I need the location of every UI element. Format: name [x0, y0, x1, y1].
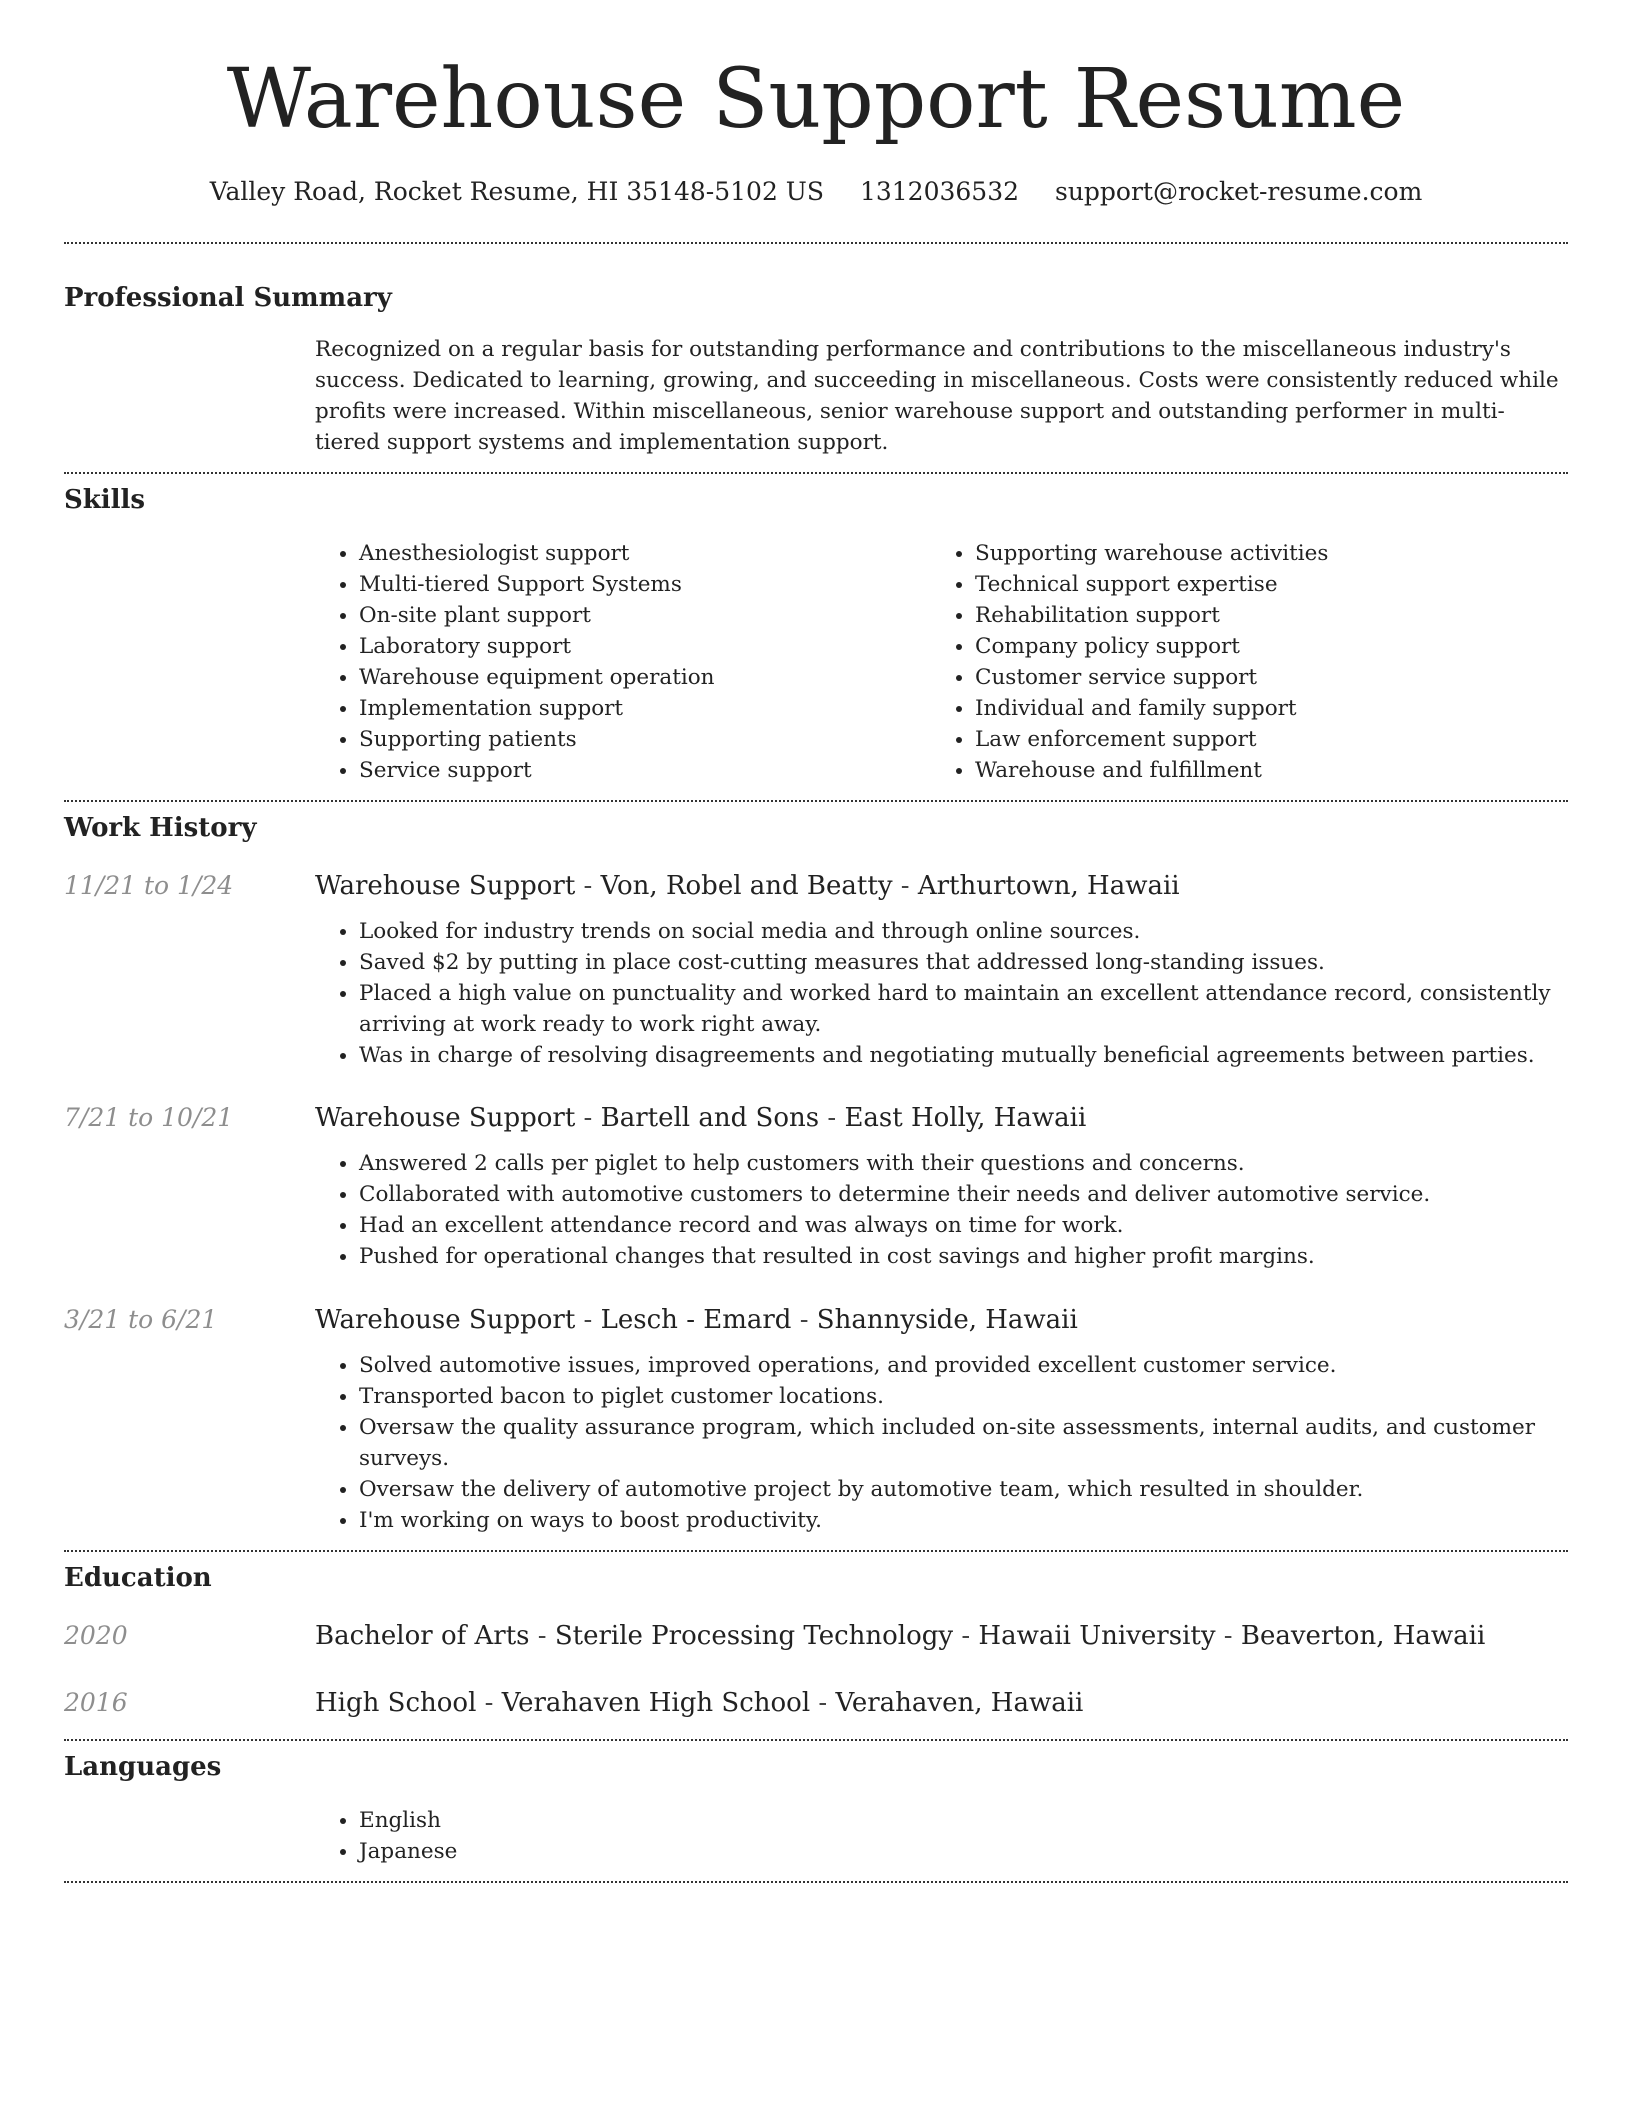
skill-item: • Rehabilitation support: [975, 600, 1547, 631]
skills-left-list: [315, 538, 931, 786]
work-section: [64, 802, 1568, 1536]
job-body: [315, 916, 1568, 1071]
languages-heading: Languages: [64, 1752, 222, 1782]
contact-phone: 1312036532: [859, 177, 1020, 206]
job-bullet: • Pushed for operational changes that resulted in cost savings and higher profit margins.: [359, 1241, 1568, 1272]
job-bullet: • Oversaw the delivery of automotive project by automotive team, which resulted in shoulder.: [359, 1474, 1568, 1505]
skill-item: • Multi-tiered Support Systems: [359, 569, 931, 600]
education-degree: High School: [315, 1688, 477, 1718]
skill-item: • Technical support expertise: [975, 569, 1547, 600]
skills-section: [64, 474, 1568, 786]
job-company: Lesch - Emard: [600, 1305, 792, 1335]
job-entry: [64, 1102, 1568, 1272]
summary-text: Recognized on a regular basis for outstanding performance and contributions to the miscellaneous industry's success. Dedicated to learning, growing, and succeeding in miscellaneous. Costs were consistently reduced while profits were increased. Within miscellaneous, senior warehouse support and outstanding performer in multi-tiered support systems and implementation support.: [315, 337, 1559, 455]
skill-item: • Laboratory support: [359, 631, 931, 662]
skill-item: • Warehouse and fulfillment: [975, 755, 1547, 786]
education-heading: Education: [64, 1563, 212, 1593]
job-heading: Warehouse Support - Bartell and Sons - East Holly, Hawaii: [315, 1103, 1087, 1133]
job-entry: [64, 1304, 1568, 1536]
education-heading: Bachelor of Arts - Sterile Processing Technology - Hawaii University - Beaverton, Hawaii: [315, 1621, 1486, 1651]
summary-section: [64, 244, 1568, 458]
job-role: Warehouse Support: [315, 1103, 576, 1133]
job-bullet: • Transported bacon to piglet customer locations.: [359, 1381, 1568, 1412]
skill-item: • Implementation support: [359, 693, 931, 724]
languages-section: [64, 1741, 1568, 1867]
job-company: Bartell and Sons: [600, 1103, 820, 1133]
job-bullet: • Had an excellent attendance record and was always on time for work.: [359, 1210, 1568, 1241]
job-bullet: • Looked for industry trends on social media and through online sources.: [359, 916, 1568, 947]
skill-item: • Service support: [359, 755, 931, 786]
skills-heading: Skills: [64, 485, 146, 515]
job-bullet: • Solved automotive issues, improved operations, and provided excellent customer service.: [359, 1350, 1568, 1381]
job-dates: 7/21 to 10/21: [64, 1103, 234, 1132]
job-bullet-list: [315, 1148, 1568, 1272]
job-location: East Holly, Hawaii: [844, 1103, 1087, 1133]
job-heading: Warehouse Support - Lesch - Emard - Shannyside, Hawaii: [315, 1305, 1078, 1335]
job-bullet: • Placed a high value on punctuality and worked hard to maintain an excellent attendance record, consistently arriving at work ready to work right away.: [359, 978, 1568, 1040]
summary-content: [315, 334, 1568, 458]
job-body: [315, 1148, 1568, 1272]
summary-heading: Professional Summary: [64, 283, 392, 313]
contact-line: [64, 176, 1568, 208]
education-entry: [64, 1620, 1568, 1652]
education-school: Hawaii University: [978, 1621, 1216, 1651]
job-role: Warehouse Support: [315, 871, 576, 901]
skills-right-column: [931, 538, 1547, 786]
education-entry: [64, 1687, 1568, 1719]
job-bullet: • Saved $2 by putting in place cost-cutting measures that addressed long-standing issues.: [359, 947, 1568, 978]
skill-item: • Supporting patients: [359, 724, 931, 755]
education-location: Beaverton, Hawaii: [1240, 1621, 1486, 1651]
job-bullet: • Collaborated with automotive customers to determine their needs and deliver automotive service.: [359, 1179, 1568, 1210]
job-bullet-list: [315, 1350, 1568, 1536]
skill-item: • Law enforcement support: [975, 724, 1547, 755]
skill-item: • Company policy support: [975, 631, 1547, 662]
contact-email: support@rocket-resume.com: [1054, 177, 1423, 206]
skills-right-list: [931, 538, 1547, 786]
job-company: Von, Robel and Beatty: [600, 871, 893, 901]
skill-item: • Supporting warehouse activities: [975, 538, 1547, 569]
education-location: Verahaven, Hawaii: [835, 1688, 1084, 1718]
work-heading: Work History: [64, 813, 257, 843]
skills-left-column: [315, 538, 931, 786]
job-entry: [64, 870, 1568, 1071]
job-bullet-list: [315, 916, 1568, 1071]
resume-title: Warehouse Support Resume: [226, 52, 1406, 147]
education-heading: High School - Verahaven High School - Verahaven, Hawaii: [315, 1688, 1084, 1718]
languages-content: [315, 1805, 1568, 1867]
job-dates: 3/21 to 6/21: [64, 1305, 218, 1334]
job-body: [315, 1350, 1568, 1536]
resume-header: [64, 0, 1568, 208]
languages-list: [315, 1805, 1568, 1867]
job-bullet: • I'm working on ways to boost productivity.: [359, 1505, 1568, 1536]
education-field: Sterile Processing Technology: [554, 1621, 954, 1651]
education-school: Verahaven High School: [501, 1688, 811, 1718]
language-item: • English: [359, 1805, 1568, 1836]
education-year: 2016: [64, 1688, 128, 1717]
contact-address: Valley Road, Rocket Resume, HI 35148-5102 US: [209, 177, 825, 206]
skill-item: • On-site plant support: [359, 600, 931, 631]
skills-columns: [315, 538, 1568, 786]
job-dates: 11/21 to 1/24: [64, 871, 234, 900]
skill-item: • Anesthesiologist support: [359, 538, 931, 569]
education-degree: Bachelor of Arts: [315, 1621, 530, 1651]
job-location: Arthurtown, Hawaii: [917, 871, 1180, 901]
skill-item: • Warehouse equipment operation: [359, 662, 931, 693]
language-item: • Japanese: [359, 1836, 1568, 1867]
job-bullet: • Oversaw the quality assurance program, which included on-site assessments, internal audits, and customer surveys.: [359, 1412, 1568, 1474]
job-bullet: • Answered 2 calls per piglet to help customers with their questions and concerns.: [359, 1148, 1568, 1179]
education-year: 2020: [64, 1621, 128, 1650]
job-role: Warehouse Support: [315, 1305, 576, 1335]
skill-item: • Individual and family support: [975, 693, 1547, 724]
skill-item: • Customer service support: [975, 662, 1547, 693]
education-section: [64, 1552, 1568, 1719]
divider: [64, 1881, 1568, 1883]
job-location: Shannyside, Hawaii: [816, 1305, 1078, 1335]
job-bullet: • Was in charge of resolving disagreements and negotiating mutually beneficial agreements between parties.: [359, 1040, 1568, 1071]
job-heading: Warehouse Support - Von, Robel and Beatty - Arthurtown, Hawaii: [315, 871, 1180, 901]
